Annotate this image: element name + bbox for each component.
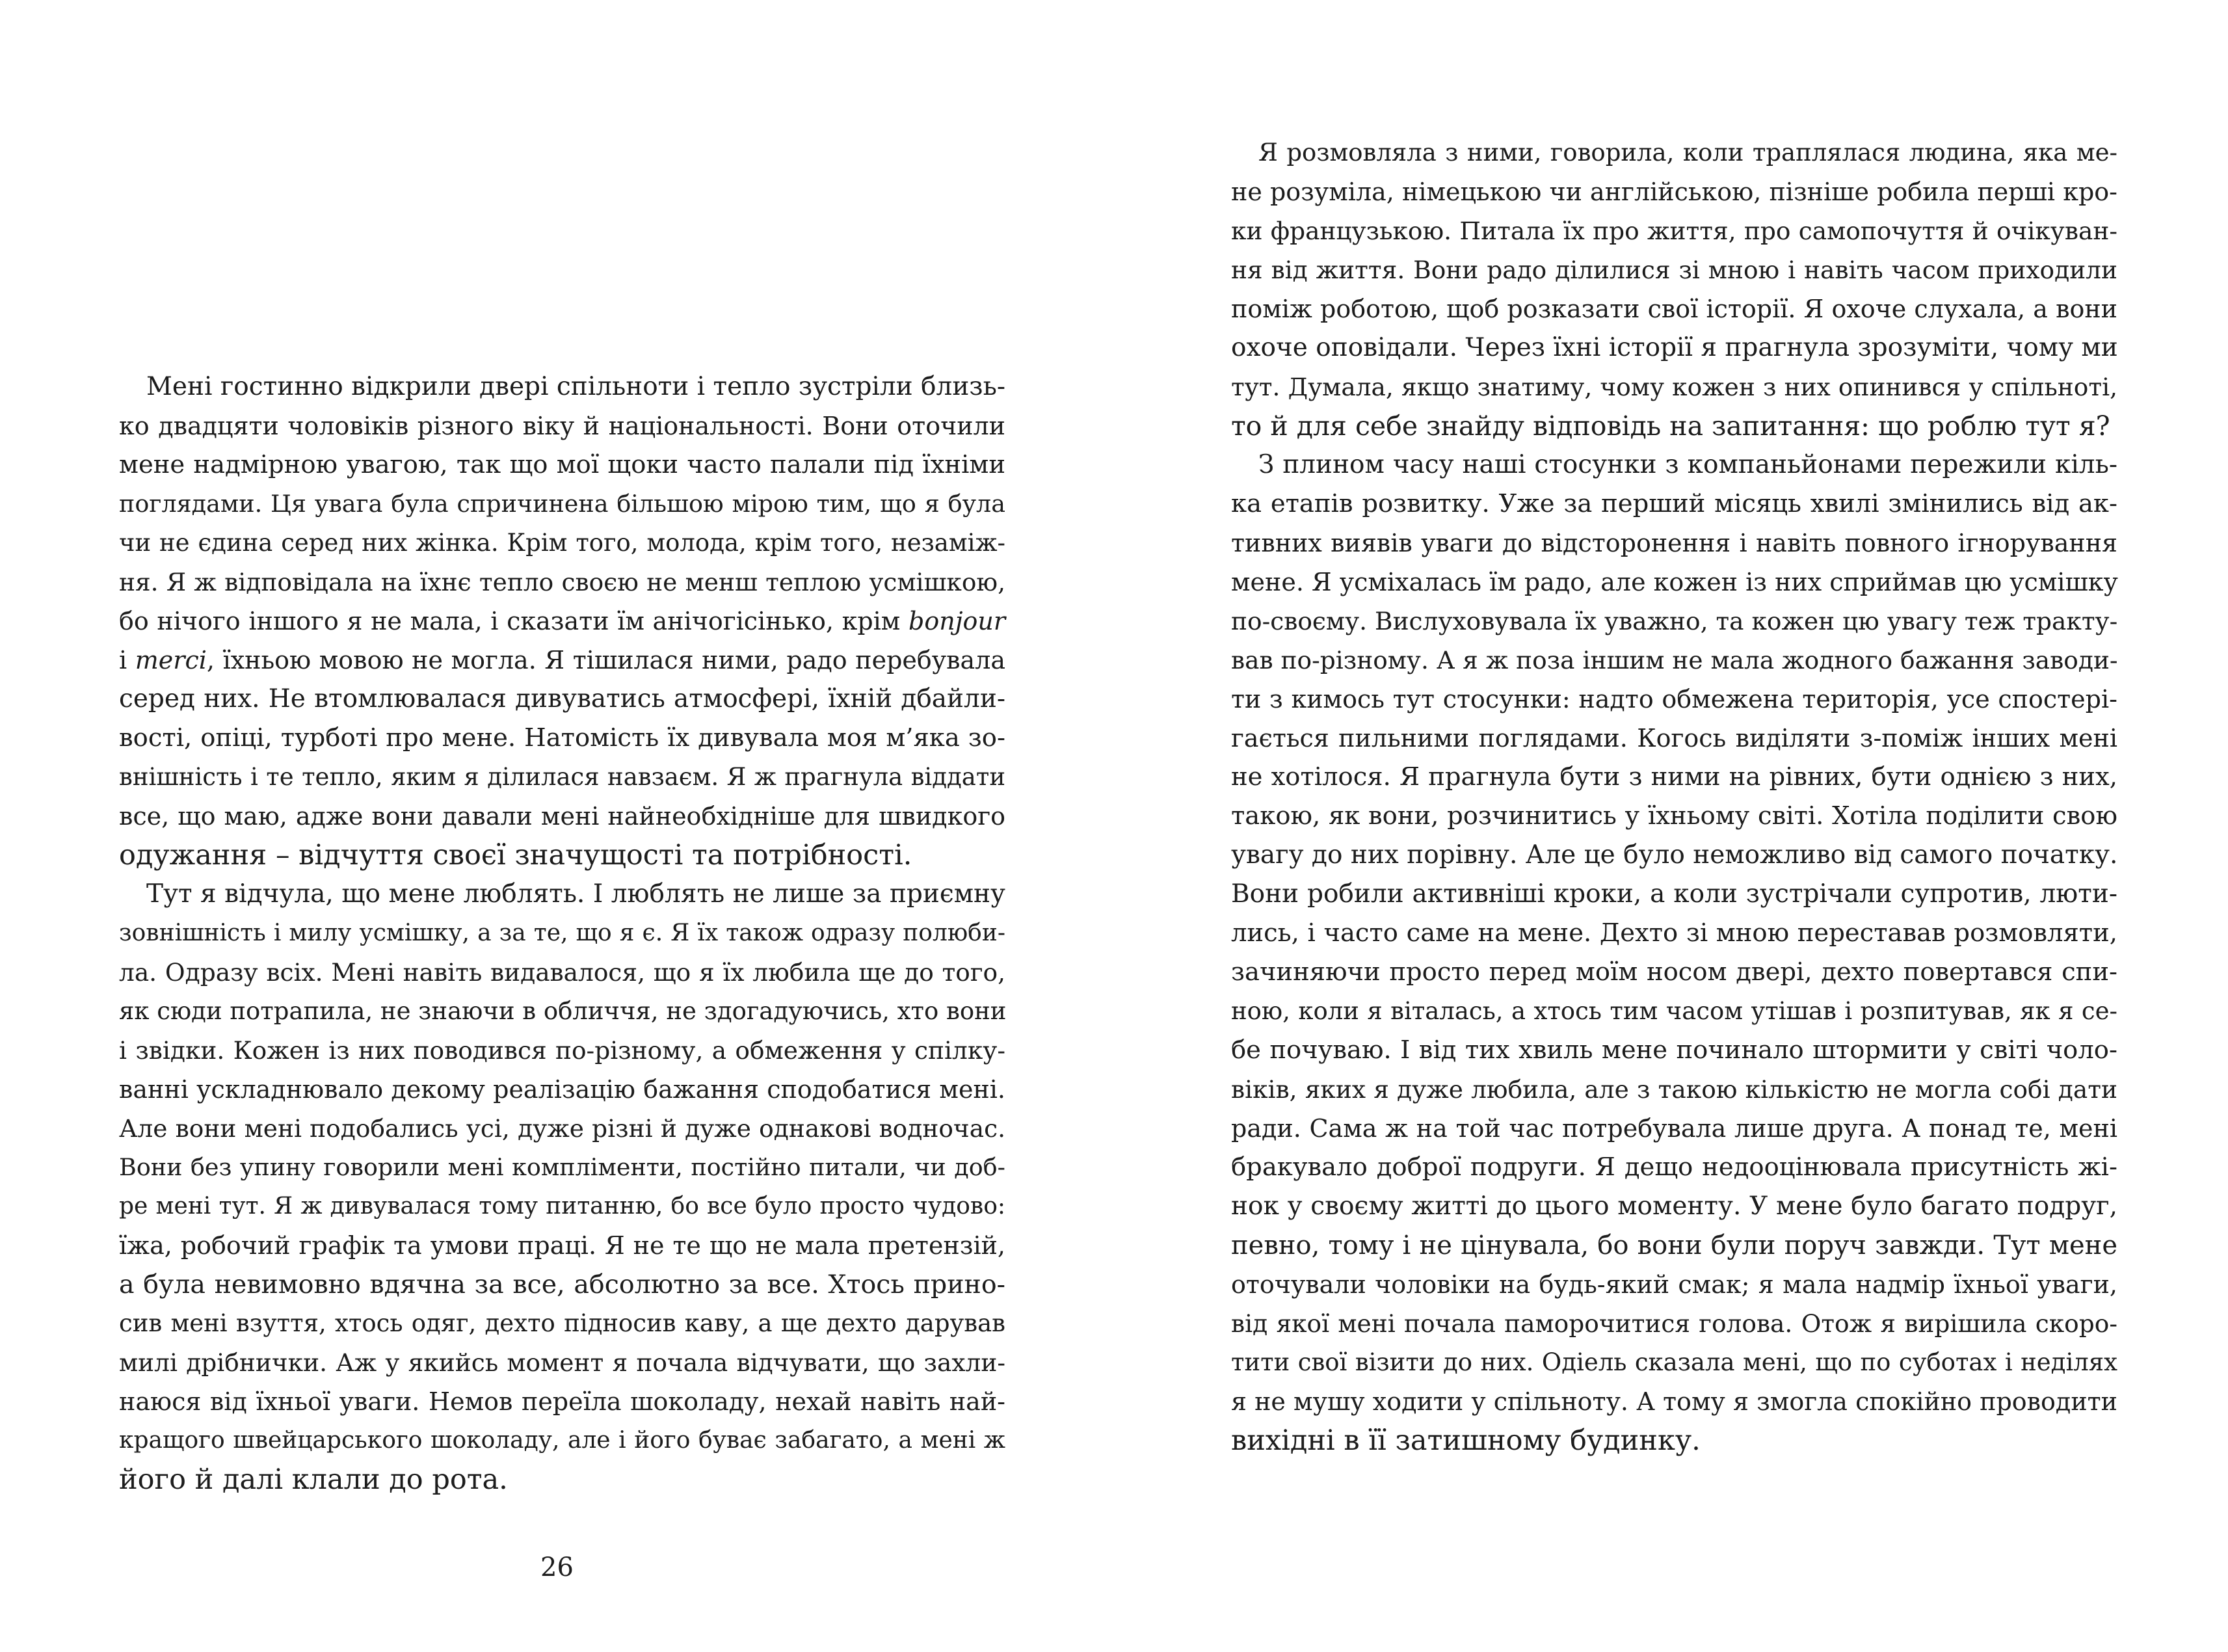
text-line: Вони робили активніші кроки, а коли зустрічали супротив, люти- <box>1231 879 2117 909</box>
text-line: серед них. Не втомлювалася дивуватись атмосфері, їхній дбайли- <box>119 684 1005 713</box>
line-text: , їхньою мовою не могла. Я тішилася ними, радо перебувала <box>206 646 1005 674</box>
text-line: вав по-різному. А я ж поза іншим не мала жодного бажання заводи- <box>1231 646 2118 674</box>
text-line: мене. Я усміхалась їм радо, але кожен із них сприймав цю усмішку <box>1231 568 2118 596</box>
text-line <box>119 641 1005 680</box>
page-number: 26 <box>540 1552 574 1582</box>
text-line: оточували чоловіки на будь-який смак; я мала надмір їхньої уваги, <box>1231 1270 2117 1299</box>
text-line: тивних виявів уваги до відсторонення і навіть повного ігнорування <box>1231 529 2117 557</box>
text-line: нок у своєму житті до цього моменту. У мене було багато подруг, <box>1231 1192 2117 1221</box>
text-line: увагу до них порівну. Але це було неможливо від самого початку. <box>1231 840 2118 870</box>
text-line: милі дрібнички. Аж у якийсь момент я почала відчувати, що захли- <box>119 1348 1005 1377</box>
text-line: Вони без упину говорили мені компліменти, постійно питали, чи доб- <box>119 1153 1005 1181</box>
text-line <box>119 602 1005 641</box>
text-line: вихідні в її затишному будинку. <box>1231 1424 1701 1457</box>
text-line: гається пильними поглядами. Когось виділяти з-поміж інших мені <box>1231 724 2117 753</box>
text-line: такою, як вони, розчинитись у їхньому світі. Хотіла поділити свою <box>1231 801 2117 831</box>
text-line: лись, і часто саме на мене. Дехто зі мною переставав розмовляти, <box>1231 918 2117 948</box>
text-line: ною, коли я віталась, а хтось тим часом утішав і розпитував, як я се- <box>1231 997 2117 1025</box>
text-line: ка етапів розвитку. Уже за перший місяць хвилі змінились від ак- <box>1231 489 2117 518</box>
text-line: ко двадцяти чоловіків різного віку й національності. Вони оточили <box>119 412 1005 440</box>
text-line: як сюди потрапила, не знаючи в обличчя, не здогадуючись, хто вони <box>119 997 1007 1025</box>
text-line: тут. Думала, якщо знатиму, чому кожен з них опинився у спільноті, <box>1231 373 2117 401</box>
text-line: сив мені взуття, хтось одяг, дехто підносив каву, а ще дехто дарував <box>119 1309 1005 1337</box>
text-line: ня від життя. Вони радо ділилися зі мною і навіть часом приходили <box>1231 256 2117 284</box>
text-line: мене надмірною увагою, так що мої щоки часто палали під їхніми <box>119 450 1005 479</box>
text-line: одужання – відчуття своєї значущості та потрібності. <box>119 839 912 872</box>
text-line: поглядами. Ця увага була спричинена більшою мірою тим, що я була <box>119 490 1005 518</box>
text-line: я не мушу ходити у спільноту. А тому я змогла спокійно проводити <box>1231 1387 2117 1416</box>
text-line: то й для себе знайду відповідь на запитання: що роблю тут я? <box>1231 410 2110 442</box>
text-line: охоче оповідали. Через їхні історії я прагнула зрозуміти, чому ми <box>1231 333 2118 362</box>
text-line: його й далі клали до рота. <box>119 1463 508 1496</box>
text-line: ради. Сама ж на той час потребувала лише друга. А понад те, мені <box>1231 1114 2117 1143</box>
text-line: ла. Одразу всіх. Мені навіть видавалося, що я їх любила ще до того, <box>119 958 1005 987</box>
text-line: кращого швейцарського шоколаду, але і його буває забагато, а мені ж <box>119 1427 1005 1454</box>
text-line: Мені гостинно відкрили двері спільноти і тепло зустріли близь- <box>146 372 1005 401</box>
text-line: ки французькою. Питала їх про життя, про самопочуття й очікуван- <box>1231 217 2117 245</box>
text-line: ти з кимось тут стосунки: надто обмежена територія, усе спостері- <box>1231 685 2117 713</box>
text-line: зачиняючи просто перед моїм носом двері, дехто повертався спи- <box>1231 957 2117 987</box>
text-line: їжа, робочий графік та умови праці. Я не те що не мала претензій, <box>119 1231 1005 1260</box>
text-line: поміж роботою, щоб розказати свої історії. Я охоче слухала, а вони <box>1231 295 2117 323</box>
text-line: тити свої візити до них. Одіель сказала мені, що по суботах і неділях <box>1231 1348 2117 1376</box>
text-line: а була невимовно вдячна за все, абсолютно за все. Хтось прино- <box>119 1270 1005 1299</box>
text-line: від якої мені почала паморочитися голова. Отож я вирішила скоро- <box>1231 1309 2117 1338</box>
line-text: бо нічого іншого я не мала, і сказати їм анічогісінько, крім <box>119 607 909 635</box>
text-line: вості, опіці, турботі про мене. Натомість їх дивувала моя м’яка зо- <box>119 723 1005 753</box>
text-line: не хотілося. Я прагнула бути з ними на рівних, бути однією з них, <box>1231 762 2117 792</box>
text-line: Тут я відчула, що мене люблять. І люблять не лише за приємну <box>146 879 1005 909</box>
text-line: ре мені тут. Я ж дивувалася тому питанню, бо все було просто чудово: <box>119 1193 1005 1219</box>
text-line: ня. Я ж відповідала на їхнє тепло своєю не менш теплою усмішкою, <box>119 568 1005 596</box>
text-line: Я розмовляла з ними, говорила, коли траплялася людина, яка ме- <box>1258 139 2117 167</box>
right-page <box>1114 0 2228 1652</box>
text-line: зовнішність і милу усмішку, а за те, що я є. Я їх також одразу полюби- <box>119 920 1005 946</box>
text-line: чи не єдина серед них жінка. Крім того, молода, крім того, незаміж- <box>119 529 1005 557</box>
text-line: внішність і те тепло, яким я ділилася навзаєм. Я ж прагнула віддати <box>119 763 1005 791</box>
text-line: і звідки. Кожен із них поводився по-різному, а обмеження у спілку- <box>119 1036 1005 1065</box>
italic-word: bonjour <box>908 607 1005 635</box>
text-line: віків, яких я дуже любила, але з такою кількістю не могла собі дати <box>1231 1075 2117 1104</box>
text-line: бракувало доброї подруги. Я дещо недооцінювала присутність жі- <box>1231 1152 2117 1182</box>
text-line: бе почуваю. І від тих хвиль мене починало штормити у світі чоло- <box>1231 1035 2117 1065</box>
text-line: певно, тому і не цінувала, бо вони були поруч завжди. Тут мене <box>1231 1231 2117 1260</box>
text-line: по-своєму. Вислуховувала їх уважно, та кожен цю увагу теж тракту- <box>1231 607 2118 635</box>
text-line: З плином часу наші стосунки з компаньйонами пережили кіль- <box>1258 450 2117 479</box>
italic-word: merci <box>135 646 207 674</box>
text-line: Але вони мені подобались усі, дуже різні й дуже однакові водночас. <box>119 1114 1005 1143</box>
text-line: ванні ускладнювало декому реалізацію бажання сподобатися мені. <box>119 1075 1005 1104</box>
text-line: все, що маю, адже вони давали мені найнеобхідніше для швидкого <box>119 802 1005 831</box>
line-text: і <box>119 646 135 674</box>
text-line: не розуміла, німецькою чи англійською, пізніше робила перші кро- <box>1231 178 2117 206</box>
text-line: наюся від їхньої уваги. Немов переїла шоколаду, нехай навіть най- <box>119 1387 1005 1416</box>
